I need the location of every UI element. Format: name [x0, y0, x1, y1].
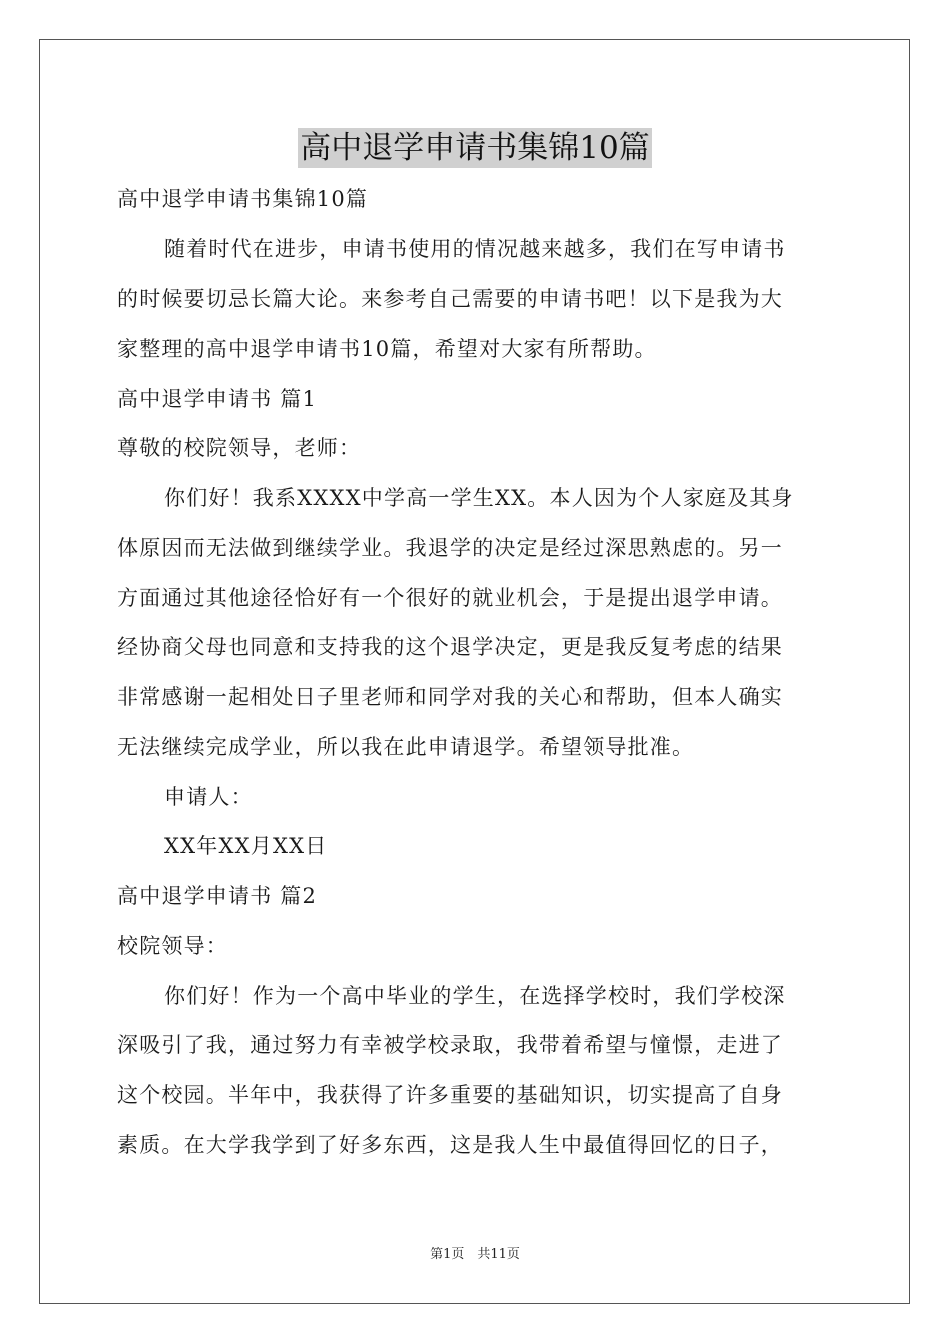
paragraph-line: 经协商父母也同意和支持我的这个退学决定，更是我反复考虑的结果 — [117, 635, 783, 659]
salutation: 尊敬的校院领导，老师： — [117, 436, 362, 460]
date-line: XX年XX月XX日 — [164, 834, 328, 858]
paragraph-line: 你们好！作为一个高中毕业的学生，在选择学校时，我们学校深 — [164, 984, 786, 1008]
page-number: 第1页 共11页 — [430, 1247, 520, 1262]
section-heading: 高中退学申请书 篇2 — [117, 884, 318, 908]
paragraph-line: 你们好！我系XXXX中学高一学生XX。本人因为个人家庭及其身 — [164, 486, 794, 510]
paragraph-line: 非常感谢一起相处日子里老师和同学对我的关心和帮助，但本人确实 — [117, 685, 783, 709]
paragraph-line: 方面通过其他途径恰好有一个很好的就业机会，于是提出退学申请。 — [117, 586, 783, 610]
paragraph-line: 家整理的高中退学申请书10篇，希望对大家有所帮助。 — [117, 337, 657, 361]
paragraph-line: 这个校园。半年中，我获得了许多重要的基础知识，切实提高了自身 — [117, 1083, 783, 1107]
paragraph-line: 体原因而无法做到继续学业。我退学的决定是经过深思熟虑的。另一 — [117, 536, 783, 560]
applicant-label: 申请人： — [164, 785, 253, 809]
paragraph-line: 深吸引了我，通过努力有幸被学校录取，我带着希望与憧憬，走进了 — [117, 1033, 783, 1057]
paragraph-line: 无法继续完成学业，所以我在此申请退学。希望领导批准。 — [117, 735, 695, 759]
paragraph-line: 的时候要切忌长篇大论。来参考自己需要的申请书吧！以下是我为大 — [117, 287, 783, 311]
page-border — [39, 39, 910, 1304]
paragraph-line: 随着时代在进步，申请书使用的情况越来越多，我们在写申请书 — [164, 237, 786, 261]
section-heading: 高中退学申请书 篇1 — [117, 387, 318, 411]
subtitle-line: 高中退学申请书集锦10篇 — [117, 187, 369, 211]
document-title: 高中退学申请书集锦10篇 — [300, 130, 650, 166]
paragraph-line: 素质。在大学我学到了好多东西，这是我人生中最值得回忆的日子， — [117, 1133, 783, 1157]
title-container — [0, 128, 950, 168]
salutation: 校院领导： — [117, 934, 228, 958]
